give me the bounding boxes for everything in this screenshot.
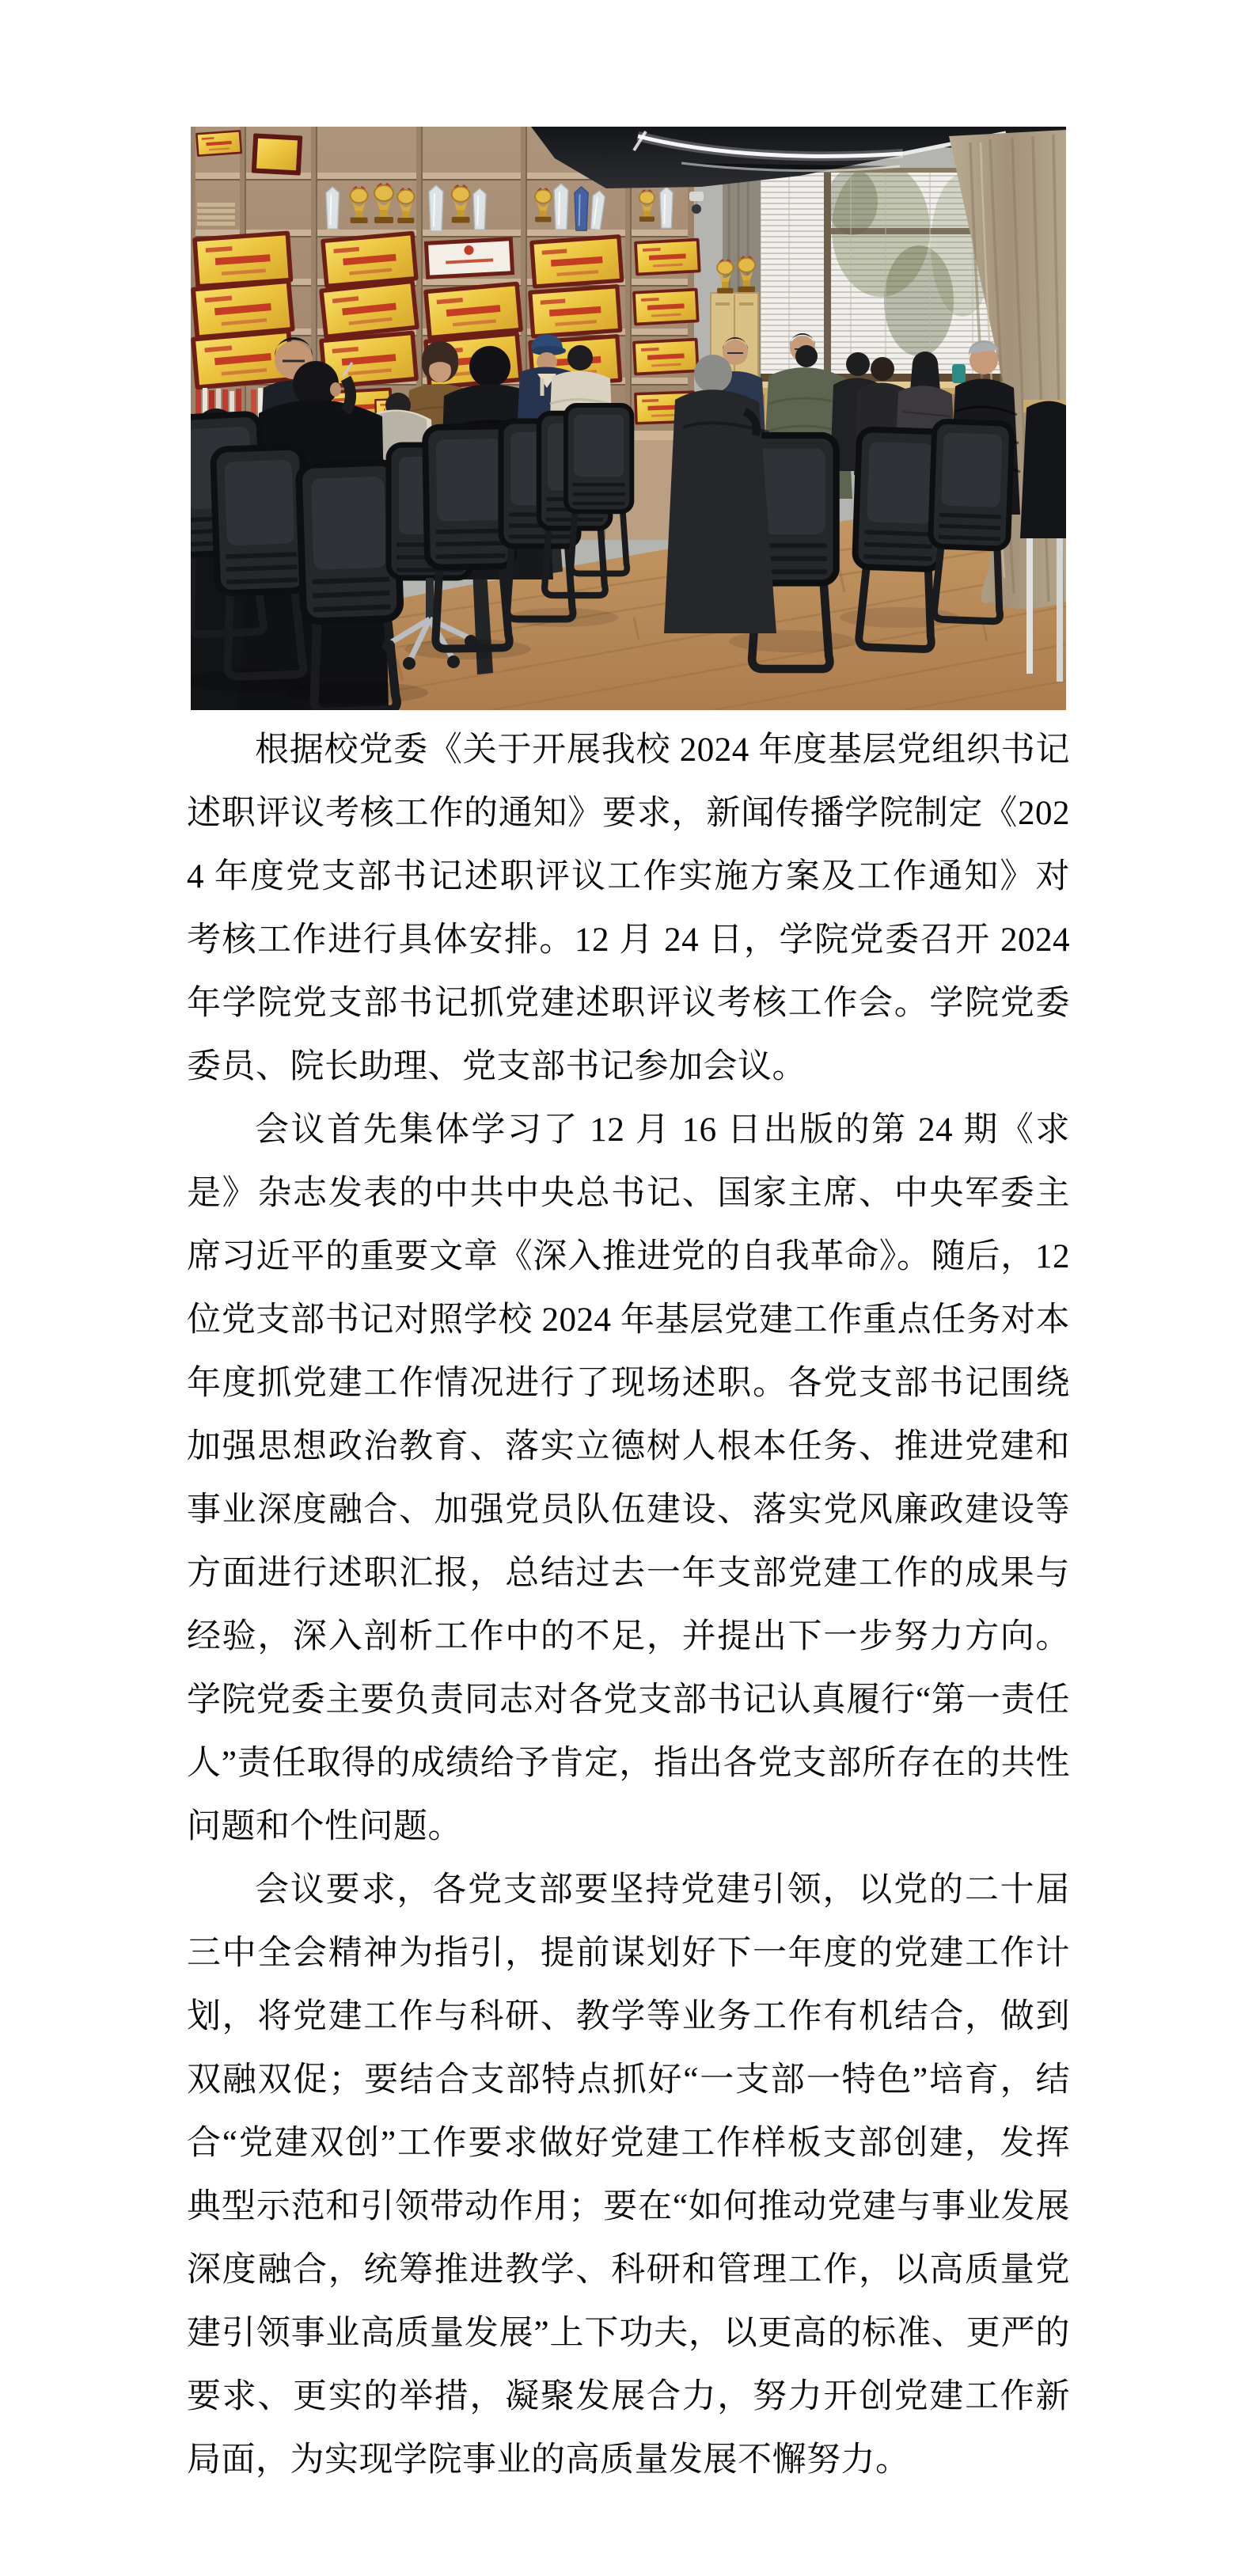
framed-plaque bbox=[252, 133, 303, 175]
meeting-photo-illustration bbox=[191, 127, 1066, 710]
article-body bbox=[187, 719, 1070, 2492]
meeting-photo bbox=[191, 127, 1066, 710]
paragraph-2: 会议首先集体学习了 12 月 16 日出版的第 24 期《求是》杂志发表的中共中央总书记、国家主席、中央军委主席习近平的重要文章《深入推进党的自我革命》。随后，12 位党支部书记对照学校 2024 年基层党建工作重点任务对本年度抓党建工作情况进行了现场述职。各党支部书记围绕加强思想政治教育、落实立德树人根本任务、推进党建和事业深度融合、加强党员队伍建设、落实党风廉政建设等方面进行述职汇报，总结过去一年支部党建工作的成果与经验，深入剖析工作中的不足，并提出下一步努力方向。学院党委主要负责同志对各党支部书记认真履行“第一责任人”责任取得的成绩给予肯定，指出各党支部所存在的共性问题和个性问题。 bbox=[187, 1111, 1070, 1845]
person-far-right bbox=[1020, 401, 1066, 538]
teal-cup bbox=[952, 364, 966, 383]
certificate bbox=[424, 237, 514, 279]
paragraph-3: 会议要求，各党支部要坚持党建引领，以党的二十届三中全会精神为指引，提前谋划好下一年度的党建工作计划，将党建工作与科研、教学等业务工作有机结合，做到双融双促；要结合支部特点抓好“一支部一特色”培育，结合“党建双创”工作要求做好党建工作样板支部创建，发挥典型示范和引领带动作用；要在“如何推动党建与事业发展深度融合，统筹推进教学、科研和管理工作，以高质量党建引领事业高质量发展”上下功夫，以更高的标准、更严的要求、更实的举措，凝聚发展合力，努力开创党建工作新局面，为实现学院事业的高质量发展不懈努力。 bbox=[187, 1871, 1070, 2479]
paragraph-1: 根据校党委《关于开展我校 2024 年度基层党组织书记述职评议考核工作的通知》要求，新闻传播学院制定《2024 年度党支部书记述职评议工作实施方案及工作通知》对考核工作进行具体安排。12 月 24 日，学院党委召开 2024 年学院党支部书记抓党建述职评议考核工作会。学院党委委员、院长助理、党支部书记参加会议。 bbox=[187, 731, 1070, 1085]
